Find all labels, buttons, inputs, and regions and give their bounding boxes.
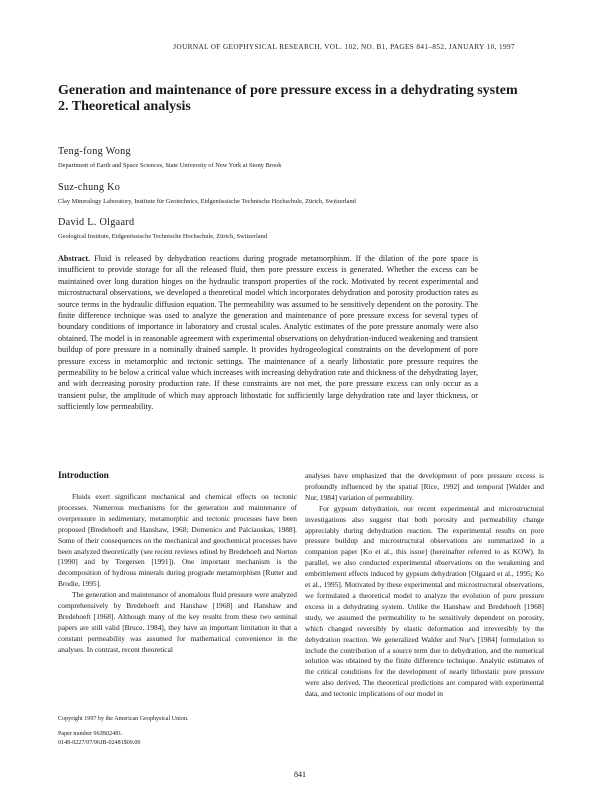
author-name-1: Teng-fong Wong <box>58 146 131 157</box>
author-name-2: Suz-chung Ko <box>58 182 121 193</box>
right-column <box>305 471 544 700</box>
footnote <box>58 715 297 748</box>
abstract <box>58 253 478 413</box>
page-number: 841 <box>294 770 306 779</box>
paper-number: Paper number 96JB02481. <box>58 731 123 737</box>
title-line-2: 2. Theoretical analysis <box>58 99 191 114</box>
author-affiliation-1: Department of Earth and Space Sciences, State University of New York at Stony Brook <box>58 162 282 169</box>
abstract-label: Abstract. <box>58 254 91 263</box>
author-affiliation-2: Clay Mineralogy Laboratory, Institute für Geotechnics, Eidgenössische Technische Hochschule, Zürich, Switzerland <box>58 198 356 205</box>
section-heading-introduction: Introduction <box>58 471 109 481</box>
article-title <box>58 83 558 115</box>
paragraph: For gypsum dehydration, our recent experimental and microstructural investigations also suggest that both porosity and permeability change appreciably during dehydration reaction. The experimental results on pore pressure buildup and microstructural observations are summarized in a companion paper [Ko et al., this issue] (hereinafter referred to as KOW). In parallel, we also conducted experimental observations on the weakening and embrittlement effects induced by gypsum dehydration [Olgaard et al., 1995; Ko et al., 1995]. Motivated by these experimental and microstructural observations, we formulated a theoretical model to analyze the evolution of pore pressure excess in a dehydrating system. Unlike the Hanshaw and Bredehoeft [1968] study, we assumed the permeability to be sensitively dependent on porosity, which changed reversibly by elastic deformation and irreversibly by the dehydration reaction. We generalized Walder and Nur's [1984] formulation to include the contribution of a source term due to dehydration, and the numerical solution was obtained by the finite difference technique. Analytic estimates of the critical conditions for the development of nearly lithostatic pore pressure were also derived. The theoretical predictions are compared with experimental data, and tectonic implications of our model in <box>305 503 544 699</box>
left-column <box>58 492 297 656</box>
copyright-notice: Copyright 1997 by the American Geophysical Union. <box>58 716 189 722</box>
issn-line: 0148-0227/97/96JB-02481$09.00 <box>58 740 141 746</box>
author-affiliation-3: Geological Institute, Eidgenössische Technische Hochschule, Zürich, Switzerland <box>58 233 268 240</box>
paragraph: Fluids exert significant mechanical and chemical effects on tectonic processes. Numerous mechanisms for the generation and maintenance of overpressure in sedimentary, metamorphic and tectonic processes have been proposed [Bredehoeft and Hanshaw, 1968; Domenico and Palciauskas, 1988]. Some of their consequences on the mechanical and geochemical processes have been analyzed theoretically (see recent reviews edited by Bredehoeft and Norton [1990] and by Torgersen [1991]). One important mechanism is the decomposition of hydrous minerals during prograde metamorphism [Rutter and Brodie, 1995]. <box>58 492 297 589</box>
abstract-text: Fluid is released by dehydration reactions during prograde metamorphism. If the dilation of the pore space is insufficient to provide storage for all the released fluid, then pore pressure excess is generated. Whether the excess can be maintained over long duration hinges on the hydraulic transport properties of the rock. Motivated by recent experimental and microstructural observations, we developed a theoretical model which incorporates dehydration and porosity production rates as source terms in the hydraulic diffusion equation. The permeability was assumed to be sensitively dependent on the porosity. The finite difference technique was used to analyze the generation and maintenance of pore pressure excess for several types of boundary conditions of importance in laboratory and crustal scales. Analytic estimates of the pore pressure anomaly were also obtained. The model is in reasonable agreement with experimental observations on dehydration-induced weakening and transient buildup of pore pressure in a nominally drained sample. It provides hydrogeological constraints on the development of pore pressure excess in metamorphic and tectonic settings. The maintenance of a nearly lithostatic pore pressure requires the permeability to be below a critical value which increases with increasing dehydration rate and thickness of the dehydrating layer, and with decreasing porosity production rate. If these constraints are not met, the pore pressure excess can only occur as a transient pulse, the amplitude of which may approach lithostatic for sufficiently large dehydration rate and layer thickness, or sufficiently low permeability. <box>58 254 478 412</box>
running-head: JOURNAL OF GEOPHYSICAL RESEARCH, VOL. 102, NO. B1, PAGES 841–852, JANUARY 10, 1997 <box>173 43 515 51</box>
paragraph: The generation and maintenance of anomalous fluid pressure were analyzed comprehensively by Bredehoeft and Hanshaw [1968] and Hanshaw and Bredehoeft [1968]. Although many of the key results from these two seminal papers are still valid [Bruce, 1984], they have an important limitation in that a constant permeability was assumed for mathematical convenience in the analyses. In contrast, recent theoretical <box>58 590 297 654</box>
author-name-3: David L. Olgaard <box>58 217 135 228</box>
paragraph: analyses have emphasized that the development of pore pressure excess is profoundly influenced by the spatial [Rice, 1992] and temporal [Walder and Nur, 1984] variation of permeability. <box>305 471 544 502</box>
title-line-1: Generation and maintenance of pore pressure excess in a dehydrating system <box>58 83 518 98</box>
